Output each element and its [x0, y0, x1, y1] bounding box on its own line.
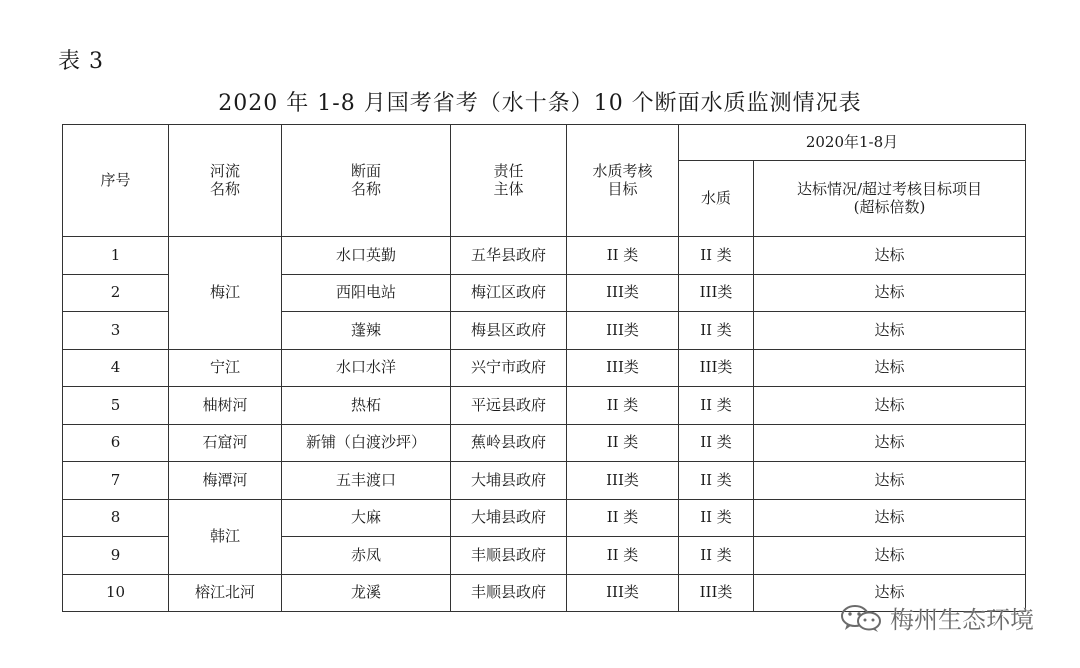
cell-target: III类	[567, 462, 679, 500]
header-target-line1: 水质考核	[592, 162, 653, 181]
cell-target: II 类	[567, 424, 679, 462]
cell-status: 达标	[754, 424, 1026, 462]
cell-section: 大麻	[282, 499, 451, 537]
cell-quality: II 类	[679, 424, 754, 462]
cell-river: 柚树河	[169, 387, 282, 425]
table-title: 2020 年 1-8 月国考省考（水十条）10 个断面水质监测情况表	[218, 91, 862, 116]
cell-no: 1	[63, 237, 169, 275]
cell-river: 石窟河	[169, 424, 282, 462]
header-quality: 水质	[679, 161, 754, 237]
cell-owner: 丰顺县政府	[451, 574, 567, 612]
cell-no: 4	[63, 349, 169, 387]
cell-section: 赤凤	[282, 537, 451, 575]
header-river-line2: 名称	[209, 179, 240, 198]
header-section	[282, 125, 451, 237]
header-owner-line2: 主体	[493, 179, 524, 198]
cell-status: 达标	[754, 499, 1026, 537]
cell-target: II 类	[567, 537, 679, 575]
watermark	[838, 600, 1034, 635]
cell-no: 5	[63, 387, 169, 425]
cell-target: II 类	[567, 237, 679, 275]
cell-section: 龙溪	[282, 574, 451, 612]
cell-no: 9	[63, 537, 169, 575]
header-period: 2020年1-8月	[679, 125, 1026, 161]
cell-no: 7	[63, 462, 169, 500]
cell-owner: 大埔县政府	[451, 499, 567, 537]
header-eval-line1: 达标情况/超过考核目标项目	[796, 180, 983, 199]
cell-owner: 梅江区政府	[451, 274, 567, 312]
cell-river: 韩江	[169, 499, 282, 574]
cell-no: 10	[63, 574, 169, 612]
cell-quality: III类	[679, 349, 754, 387]
header-section-line1: 断面	[350, 162, 381, 181]
cell-owner: 兴宁市政府	[451, 349, 567, 387]
cell-quality: II 类	[679, 499, 754, 537]
header-river	[169, 125, 282, 237]
cell-status: 达标	[754, 237, 1026, 275]
cell-section: 新铺（白渡沙坪）	[282, 424, 451, 462]
cell-no: 8	[63, 499, 169, 537]
cell-quality: III类	[679, 274, 754, 312]
cell-target: III类	[567, 349, 679, 387]
cell-owner: 大埔县政府	[451, 462, 567, 500]
cell-quality: II 类	[679, 237, 754, 275]
header-target	[567, 125, 679, 237]
cell-no: 3	[63, 312, 169, 350]
header-river-line1: 河流	[209, 162, 240, 181]
header-target-line2: 目标	[607, 179, 638, 198]
cell-section: 热柘	[282, 387, 451, 425]
table-label: 表 3	[58, 49, 104, 74]
cell-status: 达标	[754, 349, 1026, 387]
table-row	[63, 424, 1026, 462]
cell-target: III类	[567, 574, 679, 612]
cell-river: 梅潭河	[169, 462, 282, 500]
header-owner	[451, 125, 567, 237]
cell-owner: 丰顺县政府	[451, 537, 567, 575]
cell-quality: II 类	[679, 537, 754, 575]
watermark-text: 梅州生态环境	[890, 606, 1034, 634]
table-row	[63, 387, 1026, 425]
cell-river: 梅江	[169, 237, 282, 350]
cell-owner: 梅县区政府	[451, 312, 567, 350]
cell-section: 水口英勤	[282, 237, 451, 275]
cell-target: II 类	[567, 499, 679, 537]
cell-target: III类	[567, 274, 679, 312]
cell-quality: II 类	[679, 387, 754, 425]
cell-status: 达标	[754, 462, 1026, 500]
cell-no: 6	[63, 424, 169, 462]
cell-target: III类	[567, 312, 679, 350]
cell-quality: II 类	[679, 462, 754, 500]
cell-river: 宁江	[169, 349, 282, 387]
cell-quality: III类	[679, 574, 754, 612]
cell-owner: 蕉岭县政府	[451, 424, 567, 462]
cell-status: 达标	[754, 537, 1026, 575]
header-eval	[754, 161, 1026, 237]
cell-target: II 类	[567, 387, 679, 425]
table-row	[63, 349, 1026, 387]
cell-no: 2	[63, 274, 169, 312]
cell-owner: 平远县政府	[451, 387, 567, 425]
header-seq: 序号	[63, 125, 169, 237]
cell-status: 达标	[754, 574, 1026, 612]
cell-river: 榕江北河	[169, 574, 282, 612]
cell-status: 达标	[754, 387, 1026, 425]
water-quality-table	[62, 124, 1026, 612]
wechat-icon	[838, 603, 884, 633]
cell-status: 达标	[754, 274, 1026, 312]
table-row	[63, 499, 1026, 537]
header-eval-line2: (超标倍数)	[853, 197, 926, 216]
header-section-line2: 名称	[350, 179, 381, 198]
cell-section: 蓬辣	[282, 312, 451, 350]
header-owner-line1: 责任	[493, 162, 524, 181]
cell-section: 五丰渡口	[282, 462, 451, 500]
cell-status: 达标	[754, 312, 1026, 350]
cell-quality: II 类	[679, 312, 754, 350]
table-row	[63, 237, 1026, 275]
table-row	[63, 462, 1026, 500]
cell-section: 西阳电站	[282, 274, 451, 312]
cell-owner: 五华县政府	[451, 237, 567, 275]
cell-section: 水口水洋	[282, 349, 451, 387]
